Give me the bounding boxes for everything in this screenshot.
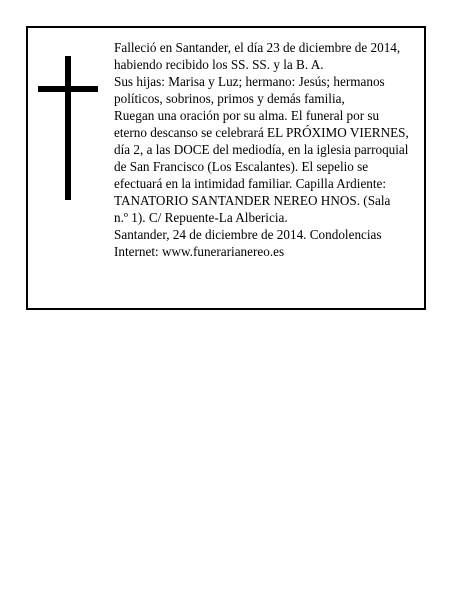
obituary-line-family-2: políticos, sobrinos, primos y demás familia, xyxy=(114,91,345,106)
cross-vertical-bar xyxy=(65,56,71,200)
obituary-line-death: Falleció en Santander, el día 23 de diciembre de 2014, xyxy=(114,40,401,55)
obituary-line-sacraments: habiendo recibido los SS. SS. y la B. A. xyxy=(114,57,324,72)
obituary-line-family-1: Sus hijas: Marisa y Luz; hermano: Jesús; hermanos xyxy=(114,74,385,89)
obituary-line-date: Santander, 24 de diciembre de 2014. Condolencias xyxy=(114,227,382,242)
obituary-line-prayer: Ruegan una oración por su alma. El funeral por su xyxy=(114,108,380,123)
obituary-line-website: Internet: www.funerarianereo.es xyxy=(114,244,285,259)
obituary-text xyxy=(114,39,418,260)
cross-horizontal-bar xyxy=(38,86,98,92)
obituary-line-address: n.º 1). C/ Repuente-La Albericia. xyxy=(114,210,288,225)
obituary-line-funeral-time: día 2, a las DOCE del mediodía, en la iglesia parroquial xyxy=(114,142,409,157)
obituary-line-burial: efectuará en la intimidad familiar. Capilla Ardiente: xyxy=(114,176,387,191)
obituary-notice xyxy=(26,26,426,310)
obituary-line-funeral-home: TANATORIO SANTANDER NEREO HNOS. (Sala xyxy=(114,193,391,208)
obituary-line-funeral-date: eterno descanso se celebrará EL PRÓXIMO VIERNES, xyxy=(114,125,409,140)
latin-cross-icon xyxy=(38,56,98,200)
obituary-line-church: de San Francisco (Los Escalantes). El sepelio se xyxy=(114,159,369,174)
